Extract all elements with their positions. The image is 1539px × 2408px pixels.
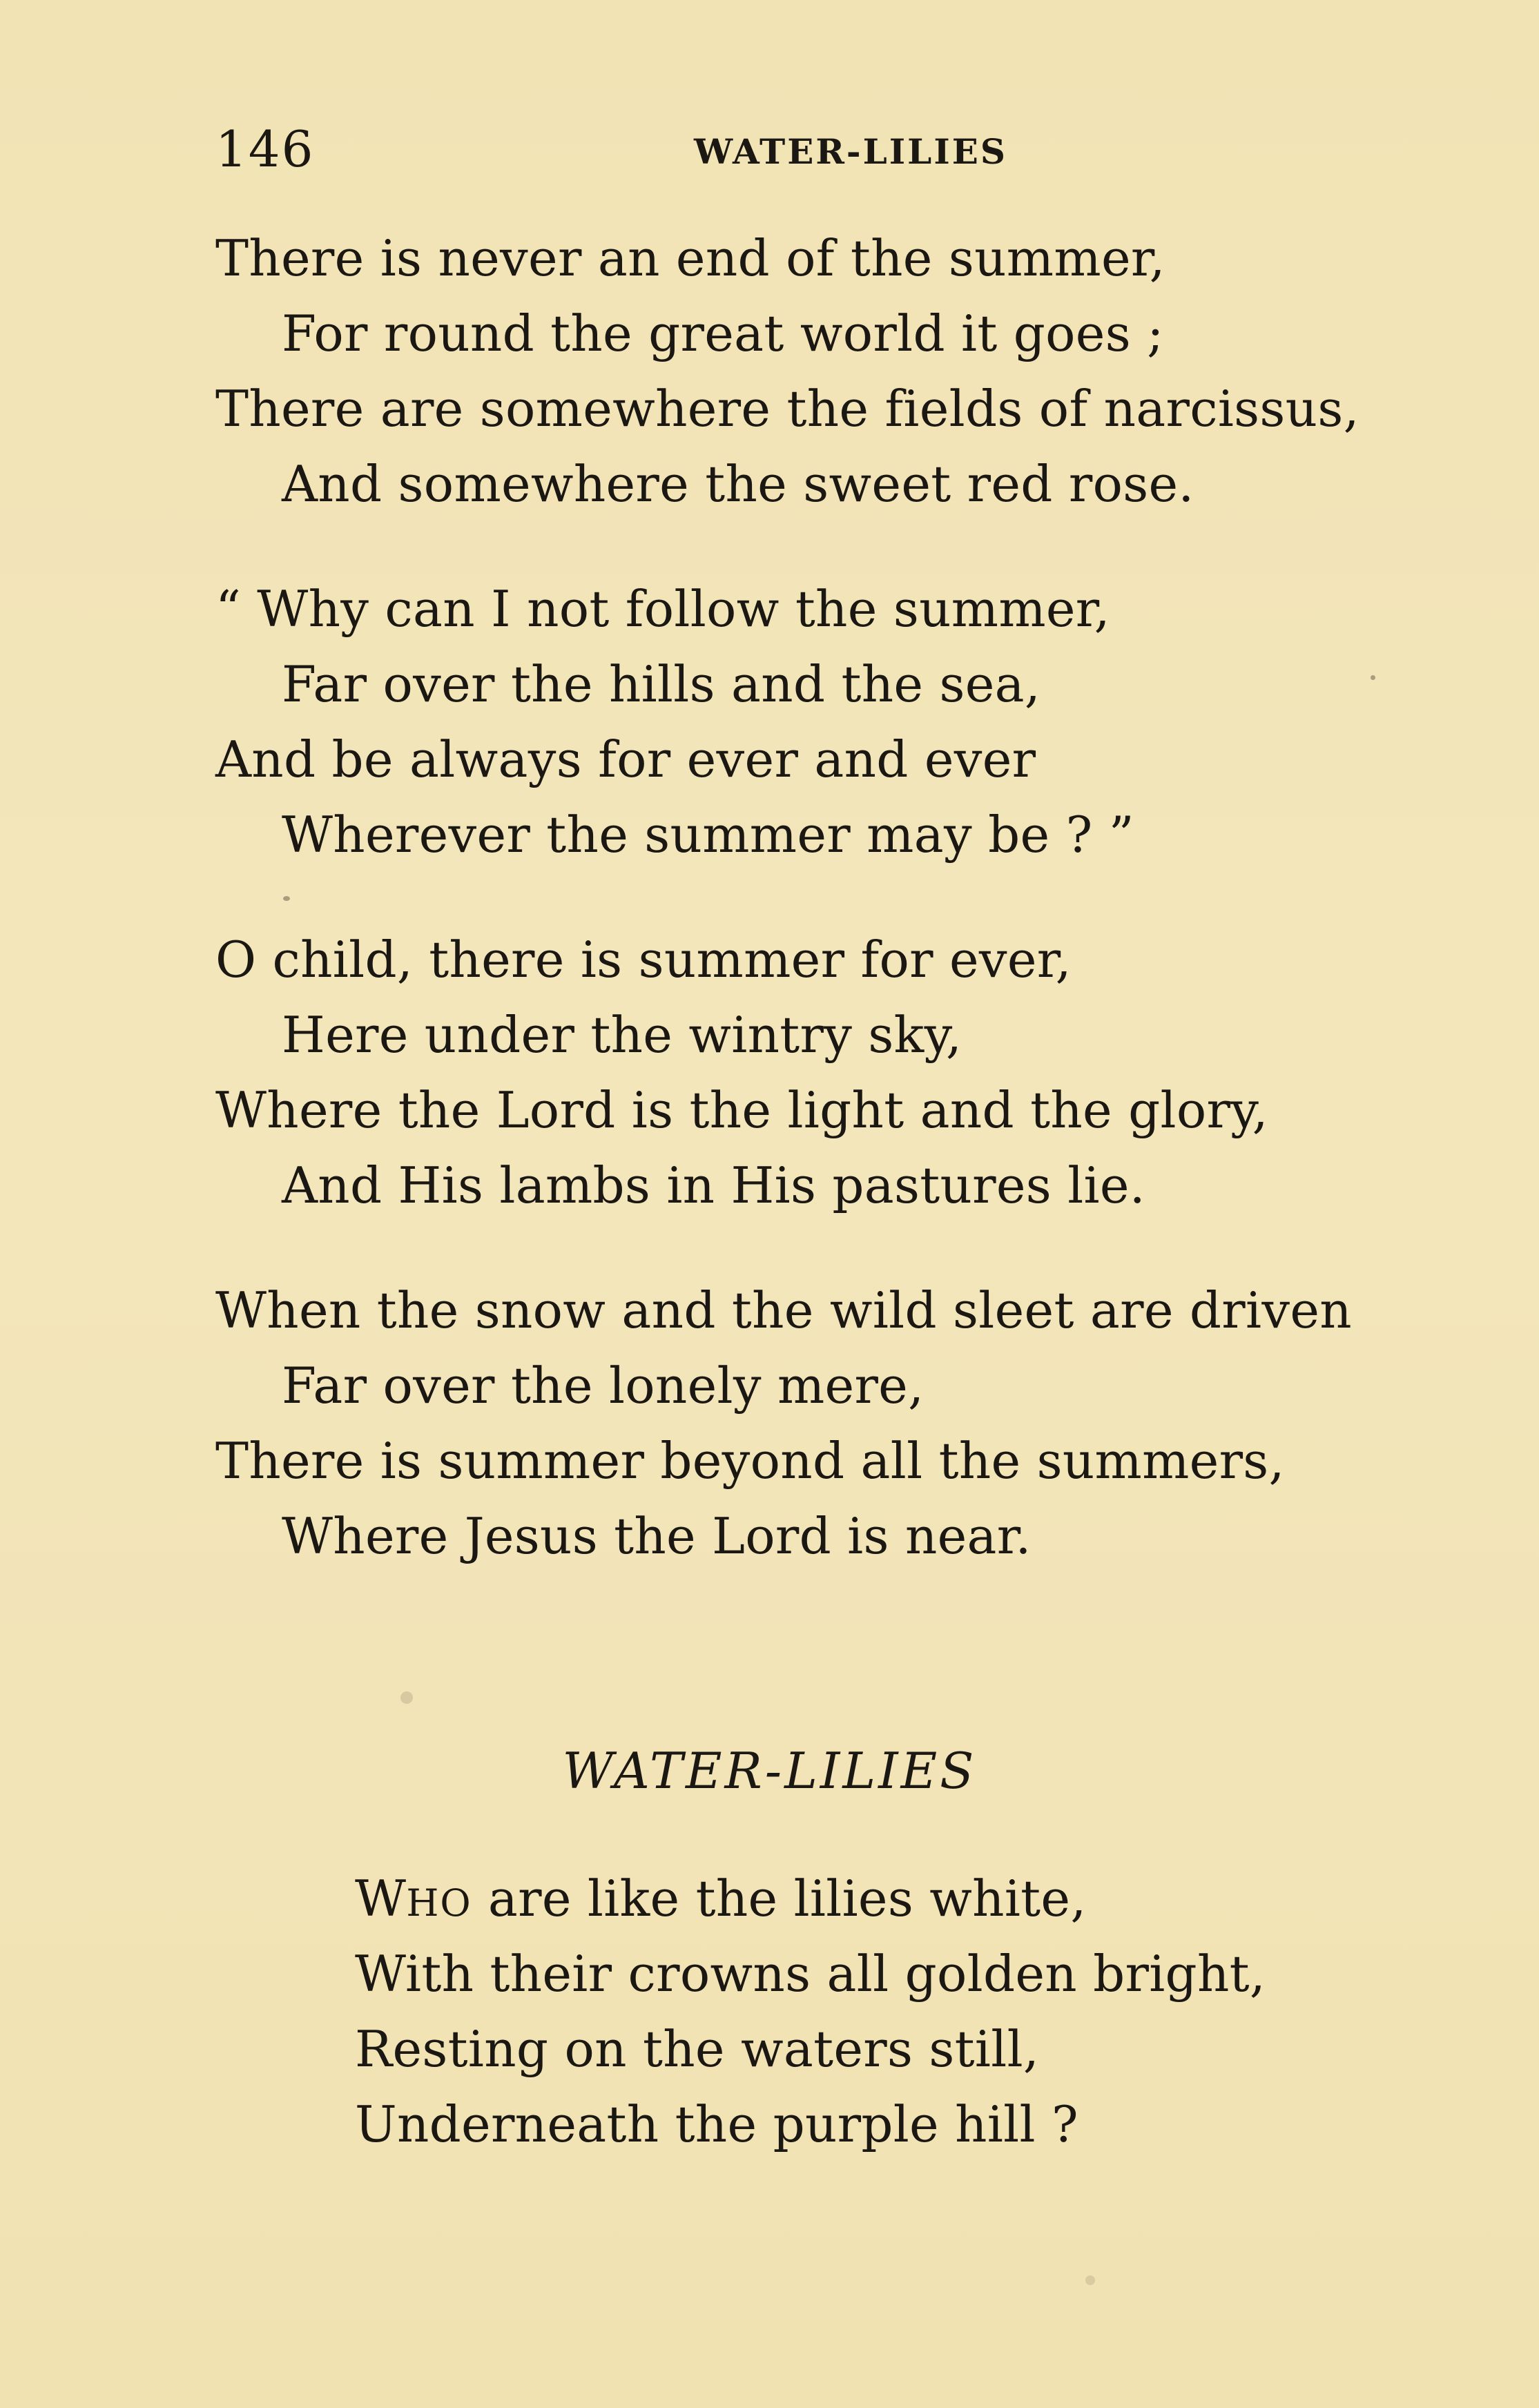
poem-line: And His lambs in His pastures lie. xyxy=(282,1156,1145,1214)
poem-title: WATER-LILIES xyxy=(562,1742,977,1800)
poem-line: There is never an end of the summer, xyxy=(215,229,1165,287)
water-lilies-poem xyxy=(355,1861,1494,2162)
paper-speck xyxy=(1085,2275,1095,2285)
poem-line: Wherever the summer may be ? ” xyxy=(282,806,1134,864)
poem-line: Here under the wintry sky, xyxy=(282,1006,962,1064)
paper-speck xyxy=(400,1691,413,1704)
stanza-1 xyxy=(215,221,1513,522)
poem-line: “ Why can I not follow the summer, xyxy=(215,580,1110,638)
poem-line: And somewhere the sweet red rose. xyxy=(282,455,1194,513)
initial-letter: W xyxy=(355,1870,407,1928)
running-head: WATER-LILIES xyxy=(694,131,1007,172)
poem-continuation xyxy=(215,221,1513,1624)
poem-line: And be always for ever and ever xyxy=(215,730,1036,788)
poem-line: When the snow and the wild sleet are driven xyxy=(215,1281,1352,1339)
paper-speck xyxy=(283,896,290,901)
poem-line: Far over the hills and the sea, xyxy=(282,655,1041,713)
page-number: 146 xyxy=(215,120,315,178)
poem-line-text: are like the lilies white, xyxy=(472,1870,1087,1928)
poem-line: There is summer beyond all the summers, xyxy=(215,1432,1285,1490)
paper-speck xyxy=(1371,675,1375,680)
poem-line: O child, there is summer for ever, xyxy=(215,931,1072,989)
poem-line: There are somewhere the fields of narcissus, xyxy=(215,380,1359,438)
poem-line xyxy=(355,1861,1494,1936)
stanza-3 xyxy=(215,922,1513,1223)
poem-line: Where the Lord is the light and the glory, xyxy=(215,1081,1268,1139)
poem-line: Underneath the purple hill ? xyxy=(355,2095,1078,2153)
poem-line: With their crowns all golden bright, xyxy=(355,1945,1266,2003)
stanza-4 xyxy=(215,1273,1513,1574)
poem-line: For round the great world it goes ; xyxy=(282,304,1164,362)
poem-line: Resting on the waters still, xyxy=(355,2020,1040,2078)
poem-line: Where Jesus the Lord is near. xyxy=(282,1507,1032,1565)
small-caps-word: HO xyxy=(406,1881,472,1925)
poem-line: Far over the lonely mere, xyxy=(282,1357,925,1415)
stanza-2 xyxy=(215,572,1513,873)
page-header xyxy=(0,122,1539,177)
